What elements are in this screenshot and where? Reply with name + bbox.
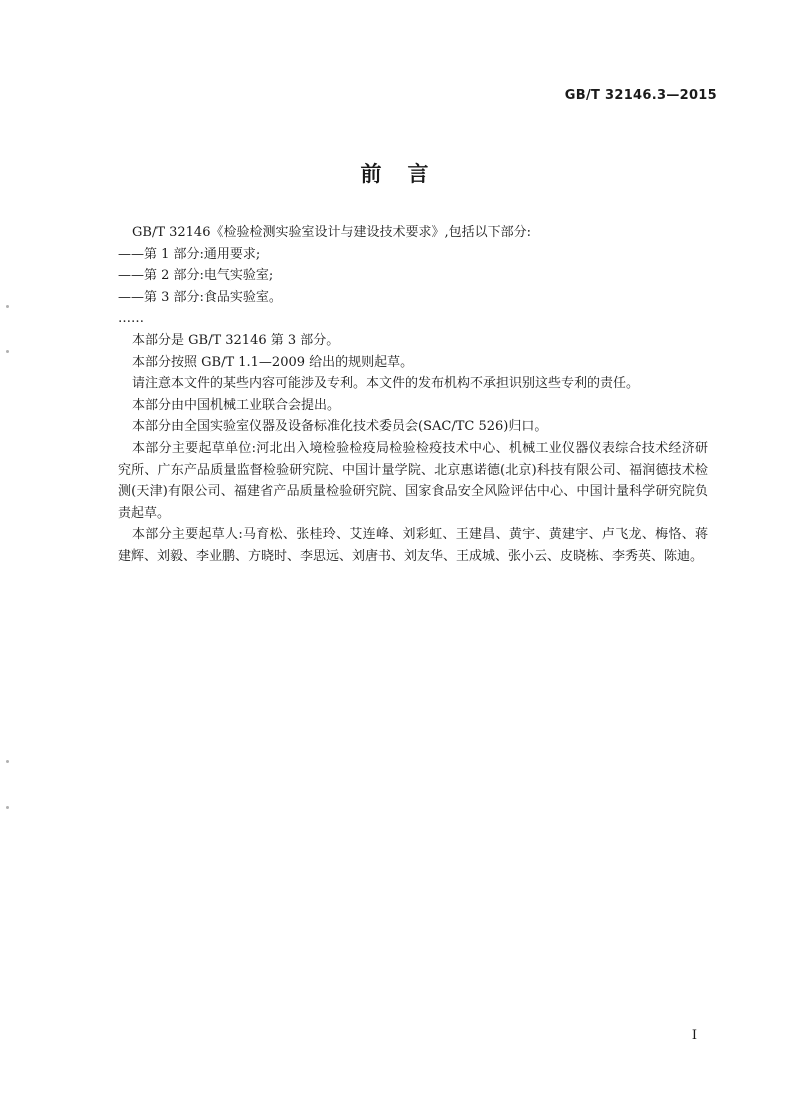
paragraph: 本部分由全国实验室仪器及设备标准化技术委员会(SAC/TC 526)归口。 [132, 419, 548, 435]
part-list-item: ——第 1 部分:通用要求; [118, 246, 261, 262]
paragraph: 本部分按照 GB/T 1.1—2009 给出的规则起草。 [132, 354, 414, 370]
drafting-units-paragraph: 本部分主要起草单位:河北出入境检验检疫局检验检疫技术中心、机械工业仪器仪表综合技术经济研究所、广东产品质量监督检验研究院、中国计量学院、北京惠诺德(北京)科技有限公司、福润德技术检测(天津)有限公司、福建省产品质量检验研究院、国家食品安全风险评估中心、中国计量科学研究院负责起草。 [118, 440, 708, 521]
scan-speck [6, 305, 9, 308]
ellipsis: …… [118, 311, 144, 327]
scan-speck [6, 760, 9, 763]
part-list-item: ——第 3 部分:食品实验室。 [118, 289, 282, 305]
paragraph: 请注意本文件的某些内容可能涉及专利。本文件的发布机构不承担识别这些专利的责任。 [132, 376, 640, 392]
document-body [118, 222, 708, 568]
page-number: I [691, 1028, 697, 1043]
paragraph: 本部分是 GB/T 32146 第 3 部分。 [132, 332, 340, 348]
paragraph: 本部分由中国机械工业联合会提出。 [132, 397, 341, 413]
scan-speck [6, 806, 9, 809]
intro-line: GB/T 32146《检验检测实验室设计与建设技术要求》,包括以下部分: [132, 225, 531, 240]
standard-number: GB/T 32146.3—2015 [564, 88, 717, 103]
drafters-paragraph: 本部分主要起草人:马育松、张桂玲、艾连峰、刘彩虹、王建昌、黄宇、黄建宇、卢飞龙、梅恪、蒋建辉、刘毅、李业鹏、方晓时、李思远、刘唐书、刘友华、王成城、张小云、皮晓栋、李秀英、陈迪。 [118, 527, 708, 564]
part-list-item: ——第 2 部分:电气实验室; [118, 268, 274, 284]
scan-speck [6, 350, 9, 353]
page-title: 前言 [360, 162, 455, 186]
